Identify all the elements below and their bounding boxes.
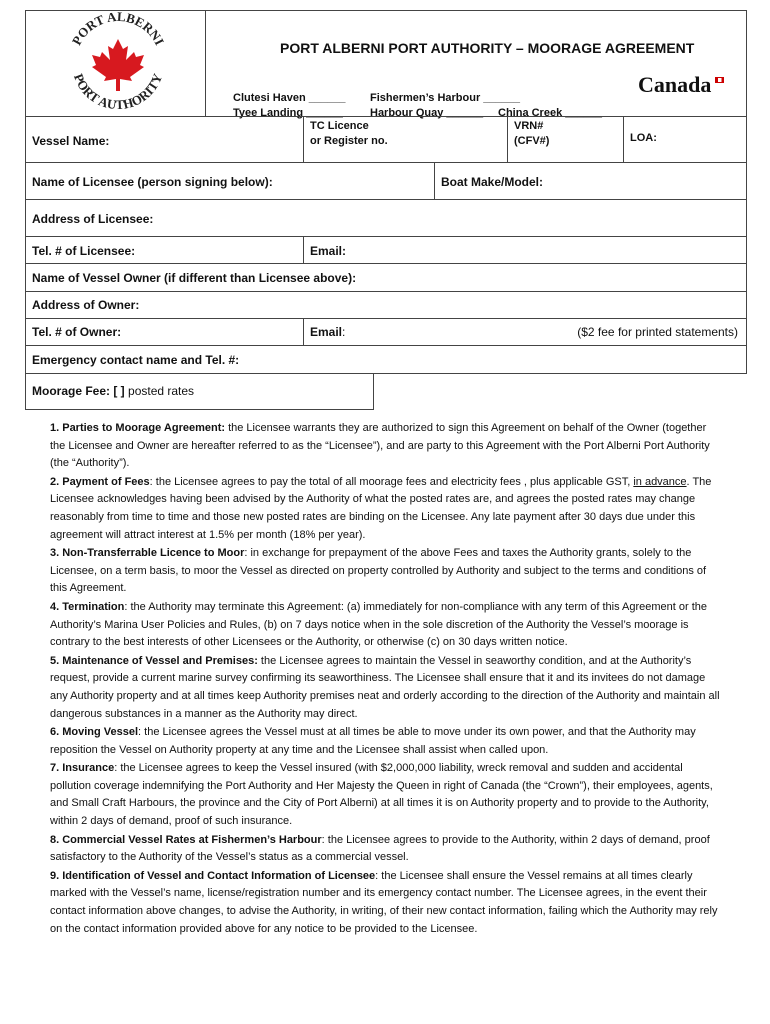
loa-label: LOA: [630, 132, 657, 144]
owner-tel-field[interactable] [25, 318, 304, 346]
logo-cell [25, 10, 206, 117]
term-2 [50, 474, 720, 544]
licensee-email-field[interactable] [303, 236, 747, 264]
term-9-heading: 9. Identification of Vessel and Contact Information of Licensee [50, 869, 376, 882]
term-8 [50, 832, 720, 867]
term-6 [50, 724, 720, 759]
term-7 [50, 760, 720, 830]
location-tyee[interactable]: Tyee Landing ______ [233, 107, 343, 119]
boat-make-label: Boat Make/Model: [441, 175, 544, 189]
location-fishermens[interactable]: Fishermen’s Harbour ______ [370, 92, 520, 104]
licensee-name-label: Name of Licensee (person signing below): [32, 175, 273, 189]
term-4-text: : the Authority may terminate this Agreement: (a) immediately for non-compliance with any term of this Agreement or the Authority’s Marina User Policies and Rules, (b) on 7 days notice when in the sole discretion of the Authority the Vessel’s moorage is contrary to the best interests of other Licensees or the Authority, or otherwise (c) on 30 days written notice. [50, 600, 708, 649]
term-6-heading: 6. Moving Vessel [50, 726, 139, 739]
moorage-fee-text: Moorage Fee: [ ] [32, 384, 125, 398]
owner-email-text: Email [310, 325, 343, 339]
term-4 [50, 599, 720, 652]
loa-field[interactable] [623, 116, 747, 163]
licensee-address-field[interactable] [25, 199, 747, 237]
owner-name-field[interactable] [25, 263, 747, 292]
tc-licence-field[interactable] [303, 116, 508, 163]
cfv-label: (CFV#) [514, 135, 550, 147]
term-3-text: : in exchange for prepayment of the above Fees and taxes the Authority grants, solely to the Licensee, on a term basis, to moor the Vessel as directed on property controlled by Authority and subject to the terms and conditions of this Agreement. [50, 547, 707, 595]
agreement-form [25, 10, 747, 398]
term-2-heading: 2. Payment of Fees [50, 475, 150, 488]
owner-email-colon: : [342, 325, 346, 339]
term-1-text: the Licensee warrants they are authorized to sign this Agreement on behalf of the Owner (together the Licensee and Owner are hereafter referred to as the “Licensee”), and are party to this Agreement with the Port Alberni Port Authority (the “Authority”). [50, 422, 710, 470]
term-3 [50, 545, 720, 598]
term-8-text: : the Licensee agrees to provide to the Authority, within 2 days of demand, proof satisfactory to the Authority of the Vessel’s status as a commercial vessel. [50, 833, 710, 864]
term-5 [50, 653, 720, 723]
emergency-contact-label: Emergency contact name and Tel. #: [32, 353, 240, 367]
logo-bottom-text: PORT AUTHORITY [70, 71, 166, 113]
owner-address-field[interactable] [25, 291, 747, 319]
vessel-name-label: Vessel Name: [32, 134, 110, 148]
owner-email-field[interactable] [303, 318, 747, 346]
term-2-text: : the Licensee agrees to pay the total of all moorage fees and electricity fees , plus applicable GST, [149, 475, 634, 488]
posted-rates-text: posted rates [128, 384, 195, 398]
vrn-field[interactable] [507, 116, 624, 163]
location-china-creek[interactable]: China Creek ______ [498, 107, 602, 119]
terms-section [50, 420, 720, 939]
term-4-heading: 4. Termination [50, 600, 125, 613]
boat-make-field[interactable] [434, 162, 747, 200]
term-2-underline: in advance [633, 475, 687, 488]
term-7-heading: 7. Insurance [50, 762, 115, 775]
term-5-heading: 5. Maintenance of Vessel and Premises: [50, 654, 258, 667]
canada-wordmark: Canada [638, 72, 712, 97]
term-2-text-2: . The Licensee acknowledges having been advised by the Authority of what the posted rates are, and agrees the posted rates may change reasonably from time to time and those new posted rates are binding on the Licensee. Any late payment after 30 days due under this agreement will attract interest at 1.5% per month (18% per year). [50, 475, 712, 541]
owner-address-label: Address of Owner: [32, 298, 140, 312]
fee-note: ($2 fee for printed statements) [577, 325, 738, 339]
flag-icon [715, 77, 724, 83]
term-3-heading: 3. Non-Transferrable Licence to Moor [50, 547, 245, 560]
moorage-fee-field[interactable] [25, 373, 374, 410]
term-6-text: : the Licensee agrees the Vessel must at all times be able to move under its own power, and that the Authority may reposition the Vessel on Authority property at any time and the Licensee shall assist when called upon. [50, 726, 696, 756]
page-title: PORT ALBERNI PORT AUTHORITY – MOORAGE AGREEMENT [280, 40, 695, 56]
maple-leaf-icon [92, 39, 144, 91]
licensee-name-field[interactable] [25, 162, 435, 200]
term-1 [50, 420, 720, 473]
term-5-text: the Licensee agrees to maintain the Vessel in seaworthy condition, and at the Authority’s request, provide a current marine survey confirming its seaworthiness. The Licensee shall ensure that it and its invitees do not damage any Authority property and at all times keep Authority premises neat and orderly according to the direction of the Authority and maintain all dangerous substances in a manner as the Authority may direct. [50, 654, 720, 720]
licensee-tel-field[interactable] [25, 236, 304, 264]
port-authority-logo [26, 11, 206, 117]
term-1-heading: 1. Parties to Moorage Agreement: [50, 422, 226, 434]
term-7-text: : the Licensee agrees to keep the Vessel insured (with $2,000,000 liability, wreck removal and sudden and accidental pollution coverage indemnifying the Port Authority and Her Majesty the Queen in right of Canada (the “Crown”), their employees, agents, and Small Craft Harbours, the province and the City of Port Alberni) at all times it is on Authority property and to provide to the Authority, within 2 days of demand, proof of such insurance. [50, 762, 713, 828]
term-8-heading: 8. Commercial Vessel Rates at Fishermen’s Harbour [50, 833, 322, 846]
licensee-email-label: Email: [310, 244, 347, 258]
tc-register-label: or Register no. [310, 135, 388, 147]
moorage-fee-label [32, 384, 194, 398]
owner-tel-label: Tel. # of Owner: [32, 325, 122, 339]
location-harbour-quay[interactable]: Harbour Quay ______ [370, 107, 484, 119]
logo-top-text: PORT ALBERNI [68, 11, 168, 48]
tc-licence-label: TC Licence [310, 120, 369, 132]
location-clutesi[interactable]: Clutesi Haven ______ [233, 92, 346, 104]
term-9 [50, 868, 720, 938]
emergency-contact-field[interactable] [25, 345, 747, 374]
licensee-tel-label: Tel. # of Licensee: [32, 244, 136, 258]
licensee-address-label: Address of Licensee: [32, 212, 154, 226]
owner-name-label: Name of Vessel Owner (if different than Licensee above): [32, 271, 357, 285]
owner-email-label [310, 325, 345, 339]
vessel-name-field[interactable] [25, 116, 304, 163]
term-9-text: : the Licensee shall ensure the Vessel remains at all times clearly marked with the Vessel’s name, license/registration number and its emergency contact number. The Licensee agrees, in the event their contact information above changes, to advise the Authority, in writing, of their new contact information, failing which the Authority may rely on the contact information provided above for any notice to be provided to the Licensee. [50, 869, 718, 935]
vrn-label: VRN# [514, 120, 544, 132]
